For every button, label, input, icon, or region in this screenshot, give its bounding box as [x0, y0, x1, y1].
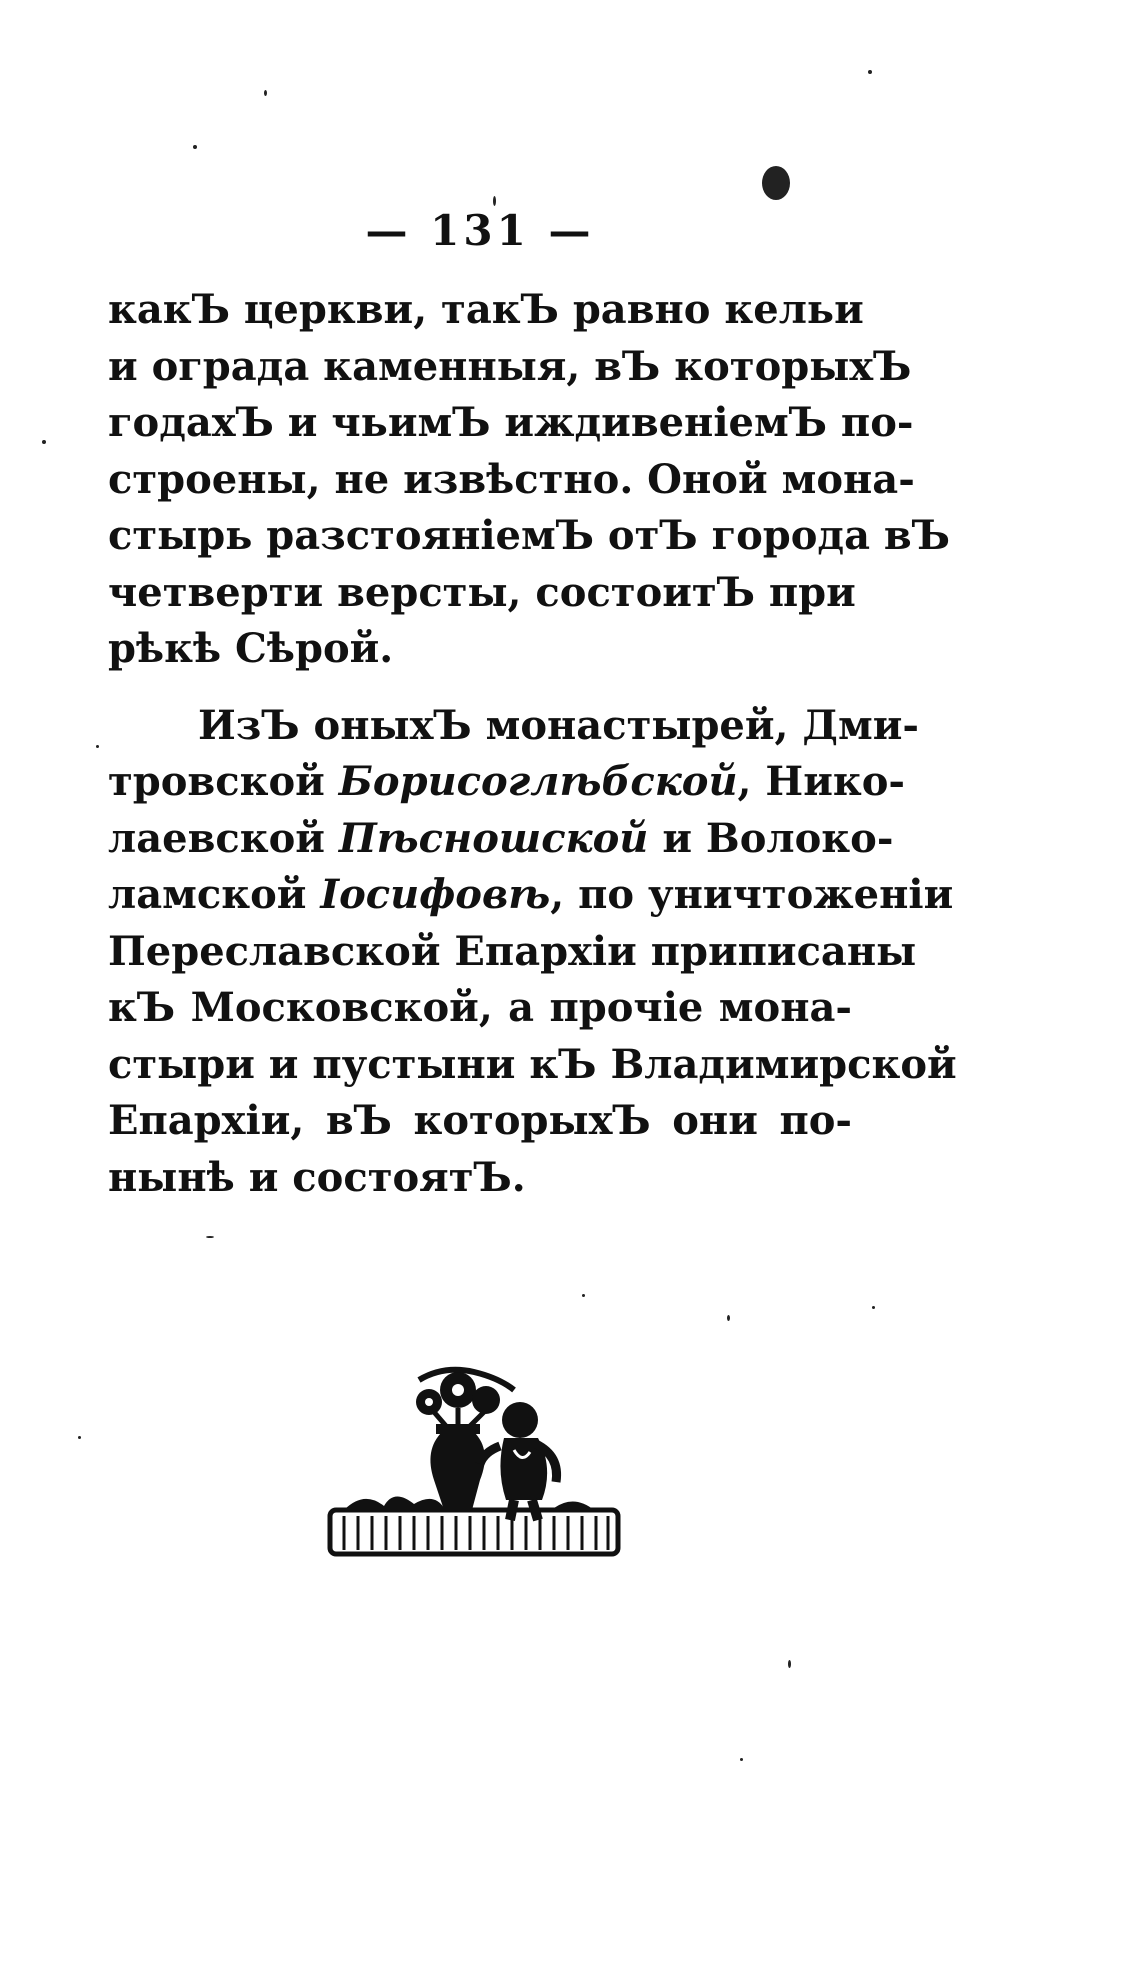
- text-run: и Волоко-: [648, 814, 894, 862]
- ink-blot: [762, 166, 790, 200]
- text-line: какЪ церкви, такЪ равно кельи: [108, 286, 864, 333]
- text-line: строены, не извѣстно. Оной мона-: [108, 455, 915, 503]
- text-line: ИзЪ оныхЪ монастырей, Дми-: [198, 701, 919, 749]
- ink-speck: [264, 90, 267, 96]
- text-line: четверти версты, состоитЪ при: [108, 568, 856, 616]
- paragraph-2: [108, 698, 957, 1207]
- ink-speck: [78, 1436, 81, 1439]
- italic-name: Іосифовѣ: [320, 871, 551, 918]
- text-line: рѣкѣ Сѣрой.: [108, 625, 394, 672]
- ink-speck: [96, 745, 99, 748]
- text-line: Епархіи, вЪ которыхЪ они по-: [108, 1097, 852, 1144]
- italic-name: Пѣсношской: [338, 814, 649, 862]
- text-line: [108, 867, 954, 924]
- text-line: стыри и пустыни кЪ Владимирской: [108, 1040, 957, 1088]
- paragraph-1: [108, 282, 950, 678]
- text-run: лаевской: [108, 814, 339, 862]
- text-line: Переславской Епархіи приписаны: [108, 927, 917, 975]
- text-run: тровской: [108, 758, 339, 805]
- ink-speck: [582, 1294, 585, 1297]
- text-line: [108, 811, 894, 868]
- ink-speck: [727, 1315, 730, 1321]
- text-line: кЪ Московской, а прочіе мона-: [108, 984, 852, 1031]
- ink-speck: [206, 1236, 214, 1238]
- ink-speck: [788, 1660, 791, 1668]
- text-line: и ограда каменныя, вЪ которыхЪ: [108, 342, 912, 390]
- ink-speck: [740, 1758, 743, 1761]
- body-text: [108, 282, 957, 1206]
- text-run: , Нико-: [737, 758, 906, 805]
- text-line: стырь разстояніемЪ отЪ города вЪ: [108, 512, 950, 559]
- italic-name: Борисоглѣбской: [338, 758, 738, 805]
- ink-speck: [868, 70, 872, 74]
- ink-speck: [193, 145, 197, 149]
- text-run: ламской: [108, 871, 321, 918]
- page-number: — 131 —: [365, 206, 595, 255]
- ink-speck: [872, 1306, 875, 1309]
- text-run: , по уничтоженіи: [550, 871, 954, 918]
- text-line: годахЪ и чьимЪ иждивеніемЪ по-: [108, 399, 914, 446]
- ink-speck: [42, 440, 46, 444]
- text-line: нынѣ и состоятЪ.: [108, 1153, 526, 1201]
- ink-speck: [493, 196, 496, 206]
- text-line: [108, 754, 906, 811]
- cherub-vase-ornament: [324, 1360, 624, 1560]
